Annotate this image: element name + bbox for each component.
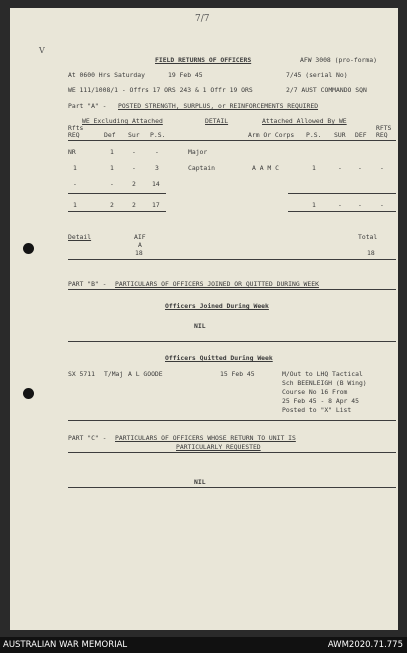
war-establishment: WE 111/1008/1 - Offrs 17 ORS 243 & 1 Offr 19 ORS bbox=[68, 86, 253, 94]
table-cell: 2 bbox=[132, 180, 136, 188]
total-cell: 17 bbox=[152, 201, 160, 209]
table-cell: NR bbox=[68, 148, 76, 156]
remark-line: Posted to "X" List bbox=[282, 406, 352, 414]
margin-mark: V bbox=[39, 46, 45, 55]
table-cell: - bbox=[155, 148, 159, 156]
subtotal-rule bbox=[68, 193, 166, 194]
section-rule bbox=[68, 452, 396, 453]
return-time: At 0600 Hrs Saturday bbox=[68, 71, 145, 79]
table-cell: 1 bbox=[110, 164, 114, 172]
detail-header: DETAIL bbox=[205, 117, 229, 125]
aif-label: AIF bbox=[134, 233, 146, 241]
nil-part-c: NIL bbox=[194, 478, 206, 486]
aif-value: 18 bbox=[135, 249, 143, 257]
total-rule bbox=[288, 211, 396, 212]
table-cell: 1 bbox=[110, 148, 114, 156]
footer-accession: AWM2020.71.775 bbox=[327, 640, 403, 650]
remark-line: M/Out to LHQ Tactical bbox=[282, 370, 363, 378]
total-cell: 1 bbox=[73, 201, 77, 209]
def-header: Def bbox=[104, 131, 116, 139]
table-cell: - bbox=[73, 180, 77, 188]
part-c-title-2: PARTICULARLY REQUESTED bbox=[176, 443, 261, 451]
part-b-label: PART "B" - bbox=[68, 280, 107, 288]
officer-name: A L GOODE bbox=[128, 370, 163, 378]
table-cell: 1 bbox=[312, 164, 316, 172]
table-cell: - bbox=[110, 180, 114, 188]
subtotal-rule bbox=[288, 193, 396, 194]
section-rule bbox=[68, 341, 396, 342]
quitted-heading: Officers Quitted During Week bbox=[165, 354, 273, 362]
total-cell: 1 bbox=[312, 201, 316, 209]
ps-header-right: P.S. bbox=[306, 131, 322, 139]
rfts-header-right: RFTS bbox=[376, 124, 392, 132]
page-number-handwritten: 7/7 bbox=[195, 14, 210, 24]
table-cell: - bbox=[358, 164, 362, 172]
punch-hole bbox=[23, 388, 34, 399]
sur-header: Sur bbox=[128, 131, 140, 139]
unit-name: 2/7 AUST COMMANDO SQN bbox=[286, 86, 367, 94]
total-label: Total bbox=[358, 233, 378, 241]
attached-allowed: Attached Allowed By WE bbox=[262, 117, 347, 125]
joined-heading: Officers Joined During Week bbox=[165, 302, 269, 310]
table-cell: - bbox=[132, 148, 136, 156]
officer-rank: T/Maj bbox=[104, 370, 124, 378]
req-header: REQ bbox=[68, 131, 80, 139]
part-a-title: POSTED STRENGTH, SURPLUS, or REINFORCEMENTS REQUIRED bbox=[118, 102, 319, 110]
officer-number: SX 5711 bbox=[68, 370, 95, 378]
req-header-right: REQ bbox=[376, 131, 388, 139]
section-rule bbox=[68, 420, 396, 421]
total-cell: - bbox=[358, 201, 362, 209]
nil-joined: NIL bbox=[194, 322, 206, 330]
table-cell: - bbox=[380, 164, 384, 172]
total-rule bbox=[68, 211, 166, 212]
section-rule bbox=[68, 487, 396, 488]
section-rule bbox=[68, 289, 396, 290]
we-excluding-attached: WE Excluding Attached bbox=[82, 117, 163, 125]
remark-line: Sch BEENLEIGH (B Wing) bbox=[282, 379, 367, 387]
table-cell: 1 bbox=[73, 164, 77, 172]
table-cell: 3 bbox=[155, 164, 159, 172]
form-number: AFW 3008 (pro-forma) bbox=[300, 56, 377, 64]
return-date: 19 Feb 45 bbox=[168, 71, 203, 79]
punch-hole bbox=[23, 243, 34, 254]
rfts-header: Rfts bbox=[68, 124, 84, 132]
sur-header-right: SUR bbox=[334, 131, 346, 139]
header-rule bbox=[68, 140, 396, 141]
detail-label: Detail bbox=[68, 233, 92, 241]
total-cell: 2 bbox=[132, 201, 136, 209]
table-cell: - bbox=[338, 164, 342, 172]
table-cell: - bbox=[132, 164, 136, 172]
arm-cell: A A M C bbox=[252, 164, 279, 172]
arm-corps-header: Arm Or Corps bbox=[248, 131, 295, 139]
section-rule bbox=[68, 259, 396, 260]
part-c-label: PART "C" - bbox=[68, 434, 107, 442]
ps-header: P.S. bbox=[150, 131, 166, 139]
quit-date: 15 Feb 45 bbox=[220, 370, 255, 378]
part-a-label: Part "A" - bbox=[68, 102, 107, 110]
rank-cell: Major bbox=[188, 148, 208, 156]
serial-number: 7/45 (serial No) bbox=[286, 71, 348, 79]
total-cell: - bbox=[380, 201, 384, 209]
total-cell: 2 bbox=[110, 201, 114, 209]
footer-institution: AUSTRALIAN WAR MEMORIAL bbox=[3, 640, 128, 650]
total-value: 18 bbox=[367, 249, 375, 257]
part-b-title: PARTICULARS OF OFFICERS JOINED OR QUITTED DURING WEEK bbox=[115, 280, 319, 288]
remark-line: 25 Feb 45 - 8 Apr 45 bbox=[282, 397, 359, 405]
table-cell: 14 bbox=[152, 180, 160, 188]
total-cell: - bbox=[338, 201, 342, 209]
part-c-title-1: PARTICULARS OF OFFICERS WHOSE RETURN TO UNIT IS bbox=[115, 434, 296, 442]
form-title: FIELD RETURNS OF OFFICERS bbox=[155, 56, 252, 64]
def-header-right: DEF bbox=[355, 131, 367, 139]
remark-line: Course No 16 From bbox=[282, 388, 348, 396]
rank-cell: Captain bbox=[188, 164, 215, 172]
footer-bar bbox=[0, 637, 407, 653]
aif-a-label: A bbox=[138, 241, 142, 249]
